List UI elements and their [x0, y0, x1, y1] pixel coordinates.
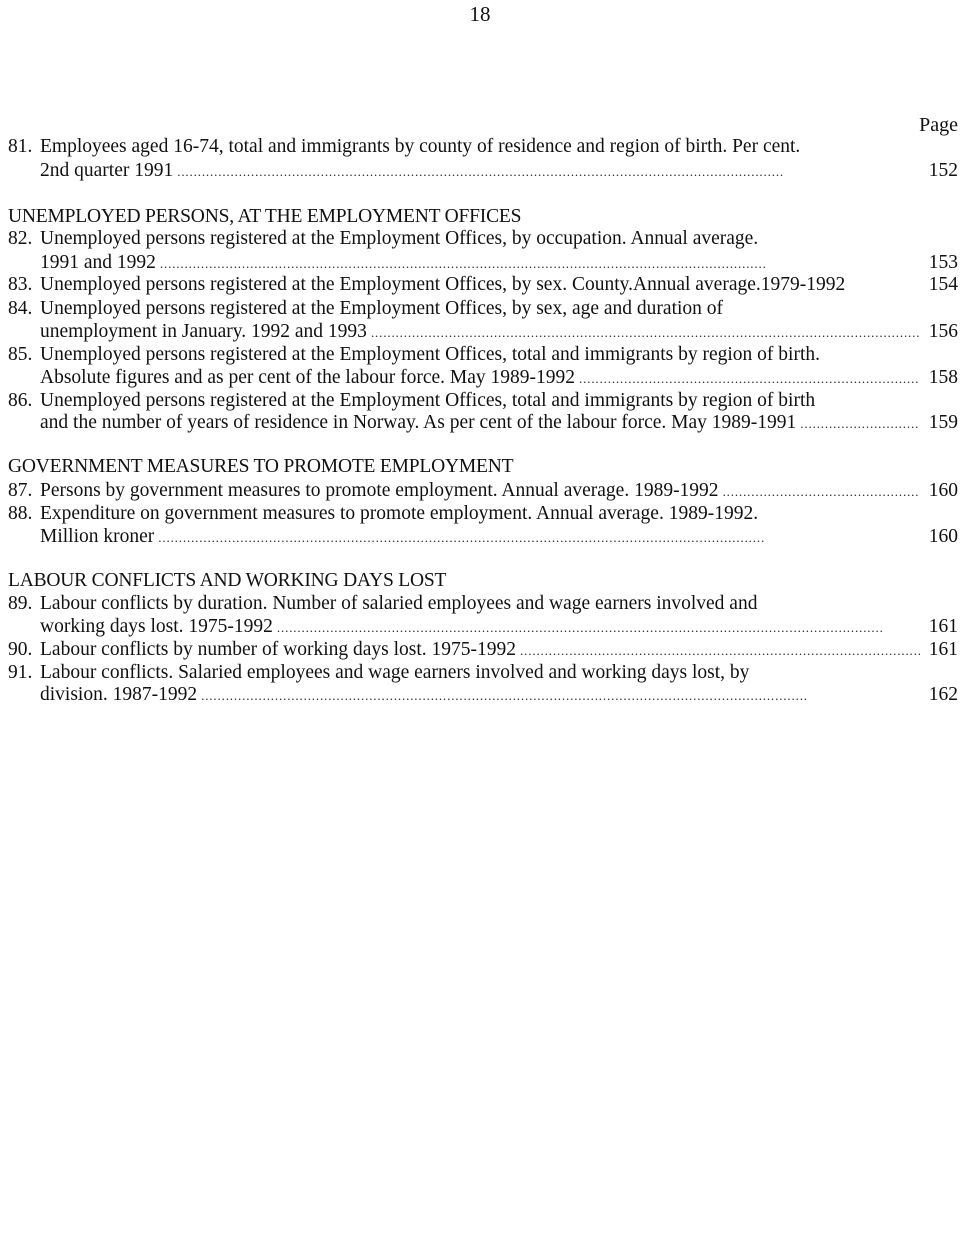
section-heading-labour-conflicts: LABOUR CONFLICTS AND WORKING DAYS LOST [8, 570, 447, 591]
toc-entry-88-cont [8, 525, 958, 549]
section-heading-government-measures: GOVERNMENT MEASURES TO PROMOTE EMPLOYMENT [8, 456, 514, 477]
toc-entry-86-cont [8, 411, 958, 435]
entry-page-number: 161 [928, 616, 958, 637]
entry-title-line: 2nd quarter 1991 [40, 160, 174, 181]
toc-entry-82-cont [8, 251, 958, 275]
toc-entry-91-cont [8, 683, 958, 707]
entry-title-line: Unemployed persons registered at the Employment Offices, by sex, age and duration of [40, 298, 724, 319]
page-column-header: Page [919, 114, 958, 136]
toc-entry-87 [8, 479, 958, 503]
entry-title-line: Unemployed persons registered at the Employment Offices, by sex. County.Annual average.1979-1992 [40, 274, 846, 295]
entry-page-number: 161 [928, 639, 958, 660]
entry-number: 90. [8, 639, 33, 660]
entry-title-line: Employees aged 16-74, total and immigrants by county of residence and region of birth. Per cent. [40, 136, 801, 157]
toc-entry-85-cont [8, 366, 958, 390]
toc-entry-84 [8, 297, 958, 321]
toc-entry-91 [8, 661, 958, 685]
toc-entry-90 [8, 638, 958, 662]
toc-entry-89-cont [8, 615, 958, 639]
toc-entry-81 [8, 135, 958, 159]
entry-number: 82. [8, 228, 33, 249]
entry-title-line: Unemployed persons registered at the Employment Offices, total and immigrants by region of birth. [40, 344, 820, 365]
entry-number: 89. [8, 593, 33, 614]
entry-page-number: 160 [928, 526, 958, 547]
entry-number: 88. [8, 503, 33, 524]
entry-page-number: 153 [928, 252, 958, 273]
entry-page-number: 158 [928, 367, 958, 388]
entry-number: 83. [8, 274, 33, 295]
entry-number: 85. [8, 344, 33, 365]
entry-title-line: Expenditure on government measures to promote employment. Annual average. 1989-1992. [40, 503, 759, 524]
toc-entry-84-cont [8, 320, 958, 344]
entry-page-number: 162 [928, 684, 958, 705]
entry-number: 81. [8, 136, 33, 157]
entry-page-number: 154 [928, 274, 958, 295]
toc-entry-85 [8, 343, 958, 367]
entry-title-line: Absolute figures and as per cent of the labour force. May 1989-1992 [40, 367, 576, 388]
entry-title-line: 1991 and 1992 [40, 252, 156, 273]
entry-title-line: Million kroner [40, 526, 155, 547]
entry-number: 86. [8, 390, 33, 411]
toc-entry-81-cont [8, 159, 958, 183]
entry-title-line: working days lost. 1975-1992 [40, 616, 273, 637]
entry-title-line: Labour conflicts by duration. Number of salaried employees and wage earners involved and [40, 593, 758, 614]
entry-number: 91. [8, 662, 33, 683]
entry-title-line: and the number of years of residence in Norway. As per cent of the labour force. May 1989-1991 [40, 412, 797, 433]
page-number: 18 [469, 2, 491, 26]
entry-page-number: 152 [928, 160, 958, 181]
toc-entry-86 [8, 389, 958, 413]
entry-title-line: Labour conflicts by number of working days lost. 1975-1992 [40, 639, 517, 660]
entry-title-line: Persons by government measures to promote employment. Annual average. 1989-1992 [40, 480, 719, 501]
entry-title-line: division. 1987-1992 [40, 684, 198, 705]
entry-title-line: Labour conflicts. Salaried employees and wage earners involved and working days lost, by [40, 662, 750, 683]
toc-entry-88 [8, 502, 958, 526]
dot-leader [177, 160, 920, 185]
entry-number: 84. [8, 298, 33, 319]
entry-title-line: unemployment in January. 1992 and 1993 [40, 321, 367, 342]
dot-leader [201, 684, 920, 709]
entry-title-line: Unemployed persons registered at the Employment Offices, total and immigrants by region of birth [40, 390, 816, 411]
toc-entry-83 [8, 273, 958, 297]
toc-entry-82 [8, 227, 958, 251]
entry-number: 87. [8, 480, 33, 501]
entry-page-number: 160 [928, 480, 958, 501]
entry-page-number: 156 [928, 321, 958, 342]
entry-page-number: 159 [928, 412, 958, 433]
toc-entry-89 [8, 592, 958, 616]
section-heading-unemployed: UNEMPLOYED PERSONS, AT THE EMPLOYMENT OFFICES [8, 206, 522, 227]
entry-title-line: Unemployed persons registered at the Employment Offices, by occupation. Annual average. [40, 228, 759, 249]
dot-leader [800, 412, 920, 437]
dot-leader [158, 526, 920, 551]
